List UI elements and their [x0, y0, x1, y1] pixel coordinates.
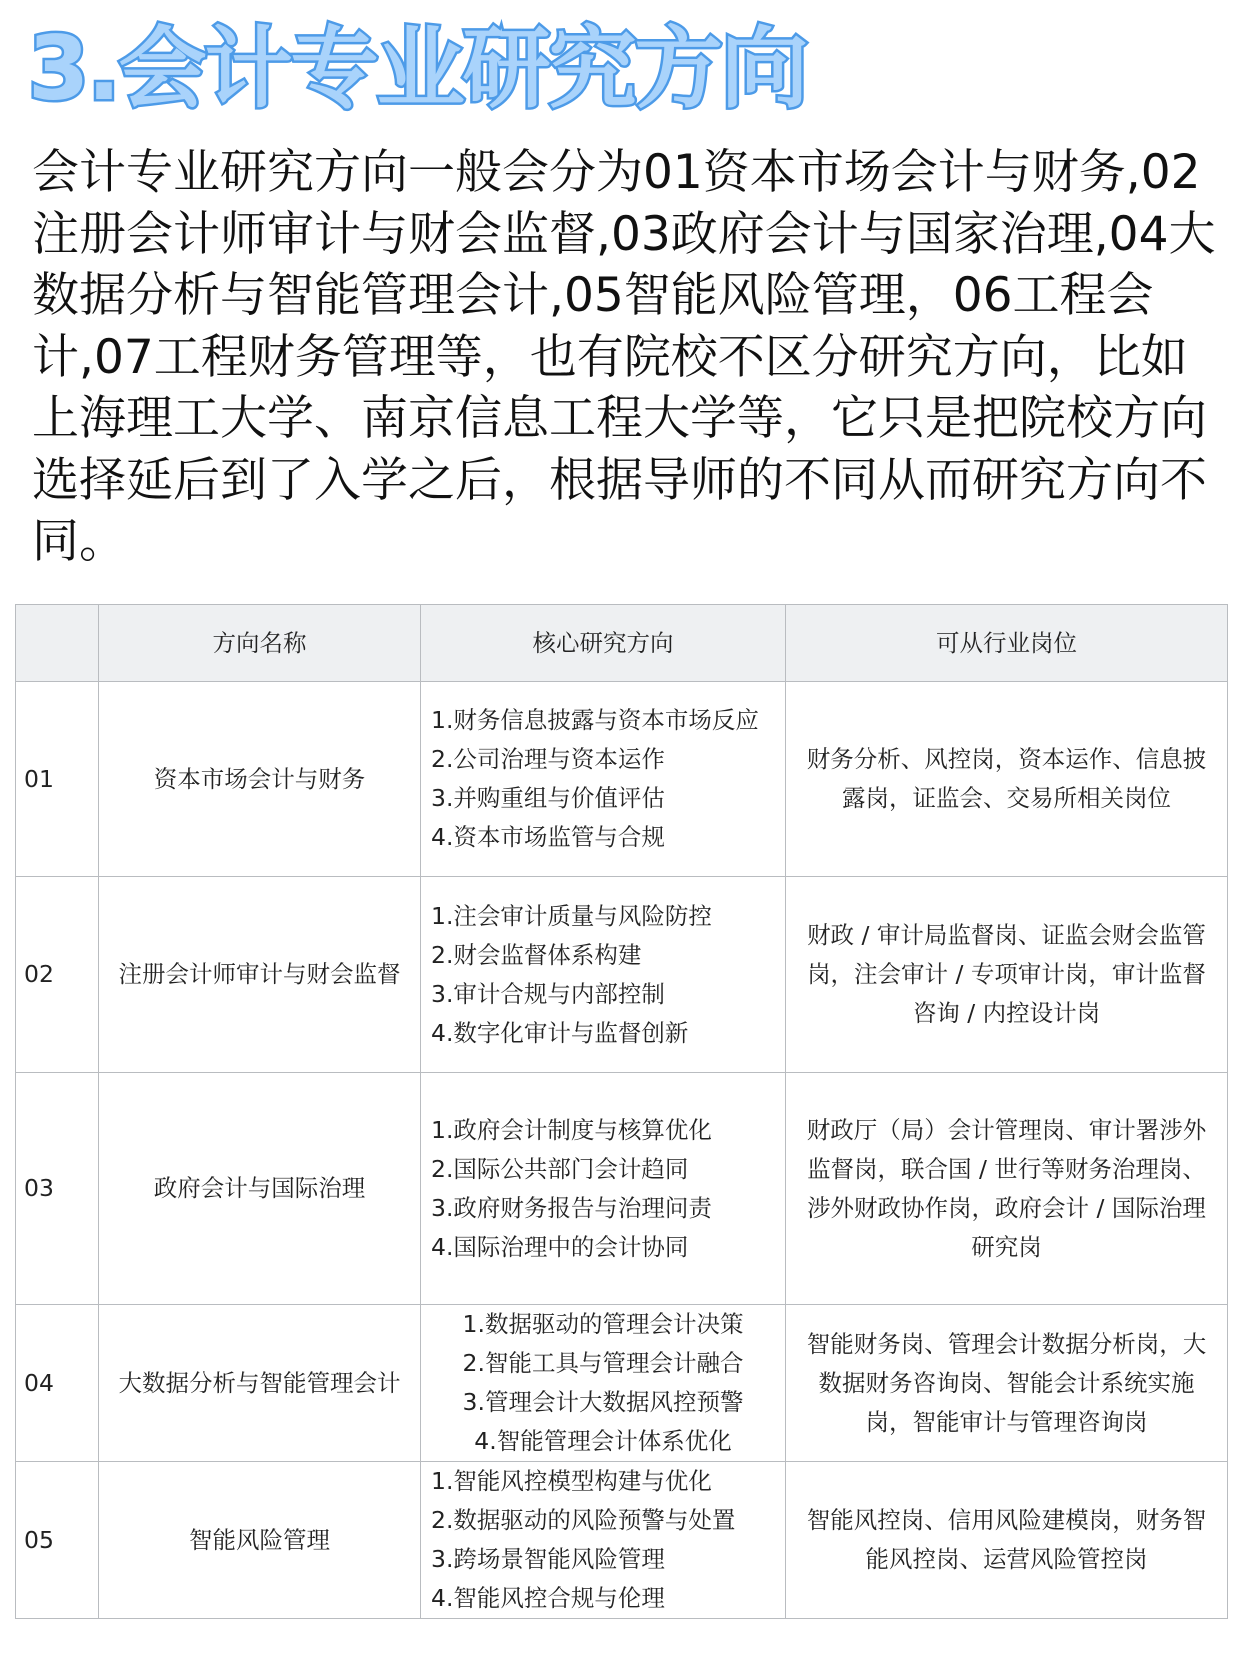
table-row [16, 877, 1228, 1073]
row-core [421, 682, 786, 877]
core-item: 2.数据驱动的风险预警与处置 [431, 1506, 736, 1534]
row-core [421, 877, 786, 1073]
row-name: 智能风险管理 [99, 1462, 421, 1619]
row-jobs: 财政厅（局）会计管理岗、审计署涉外监督岗，联合国 / 世行等财务治理岗、涉外财政协作岗，政府会计 / 国际治理研究岗 [786, 1073, 1228, 1305]
core-item: 3.跨场景智能风险管理 [431, 1545, 665, 1573]
row-num: 05 [16, 1462, 99, 1619]
core-item: 3.政府财务报告与治理问责 [431, 1193, 712, 1222]
core-item: 1.数据驱动的管理会计决策 [462, 1310, 744, 1338]
core-item: 3.并购重组与价值评估 [431, 784, 665, 812]
row-jobs: 财政 / 审计局监督岗、证监会财会监管岗，注会审计 / 专项审计岗，审计监督咨询 / 内控设计岗 [786, 877, 1228, 1073]
table-row [16, 1462, 1228, 1619]
core-item: 4.资本市场监管与合规 [431, 823, 665, 851]
row-jobs: 财务分析、风控岗，资本运作、信息披露岗，证监会、交易所相关岗位 [786, 682, 1228, 877]
intro-paragraph: 会计专业研究方向一般会分为01资本市场会计与财务,02注册会计师审计与财会监督,03政府会计与国家治理,04大数据分析与智能管理会计,05智能风险管理，06工程会计,07工程财务管理等，也有院校不区分研究方向，比如上海理工大学、南京信息工程大学等，它只是把院校方向选择延后到了入学之后，根据导师的不同从而研究方向不同。 [32, 145, 1216, 569]
core-item: 1.注会审计质量与风险防控 [431, 901, 712, 930]
row-name: 政府会计与国际治理 [99, 1073, 421, 1305]
row-core [421, 1073, 786, 1305]
core-item: 1.智能风控模型构建与优化 [431, 1467, 712, 1495]
header-name: 方向名称 [99, 605, 421, 682]
row-name: 注册会计师审计与财会监督 [99, 877, 421, 1073]
row-num: 04 [16, 1305, 99, 1462]
core-item: 4.数字化审计与监督创新 [431, 1018, 689, 1047]
row-num: 03 [16, 1073, 99, 1305]
core-item: 4.国际治理中的会计协同 [431, 1232, 689, 1261]
row-num: 01 [16, 682, 99, 877]
table-row [16, 682, 1228, 877]
header-core: 核心研究方向 [421, 605, 786, 682]
core-item: 3.审计合规与内部控制 [431, 979, 665, 1008]
core-item: 3.管理会计大数据风控预警 [462, 1388, 744, 1416]
core-item: 2.智能工具与管理会计融合 [462, 1349, 744, 1377]
core-item: 2.财会监督体系构建 [431, 940, 642, 969]
row-name: 资本市场会计与财务 [99, 682, 421, 877]
core-item: 2.公司治理与资本运作 [431, 745, 665, 773]
row-core [421, 1462, 786, 1619]
core-item: 2.国际公共部门会计趋同 [431, 1154, 689, 1183]
research-direction-table [15, 604, 1228, 1619]
row-num: 02 [16, 877, 99, 1073]
row-name: 大数据分析与智能管理会计 [99, 1305, 421, 1462]
page-title: 3.会计专业研究方向 [28, 17, 807, 120]
core-item: 4.智能管理会计体系优化 [474, 1427, 732, 1455]
header-num [16, 605, 99, 682]
row-jobs: 智能财务岗、管理会计数据分析岗，大数据财务咨询岗、智能会计系统实施岗，智能审计与管理咨询岗 [786, 1305, 1228, 1462]
row-core [421, 1305, 786, 1462]
row-jobs: 智能风控岗、信用风险建模岗，财务智能风控岗、运营风险管控岗 [786, 1462, 1228, 1619]
table-row [16, 1073, 1228, 1305]
core-item: 1.政府会计制度与核算优化 [431, 1115, 712, 1144]
table-row [16, 1305, 1228, 1462]
header-jobs: 可从行业岗位 [786, 605, 1228, 682]
table-header-row [16, 605, 1228, 682]
core-item: 4.智能风控合规与伦理 [431, 1584, 665, 1612]
core-item: 1.财务信息披露与资本市场反应 [431, 706, 759, 734]
